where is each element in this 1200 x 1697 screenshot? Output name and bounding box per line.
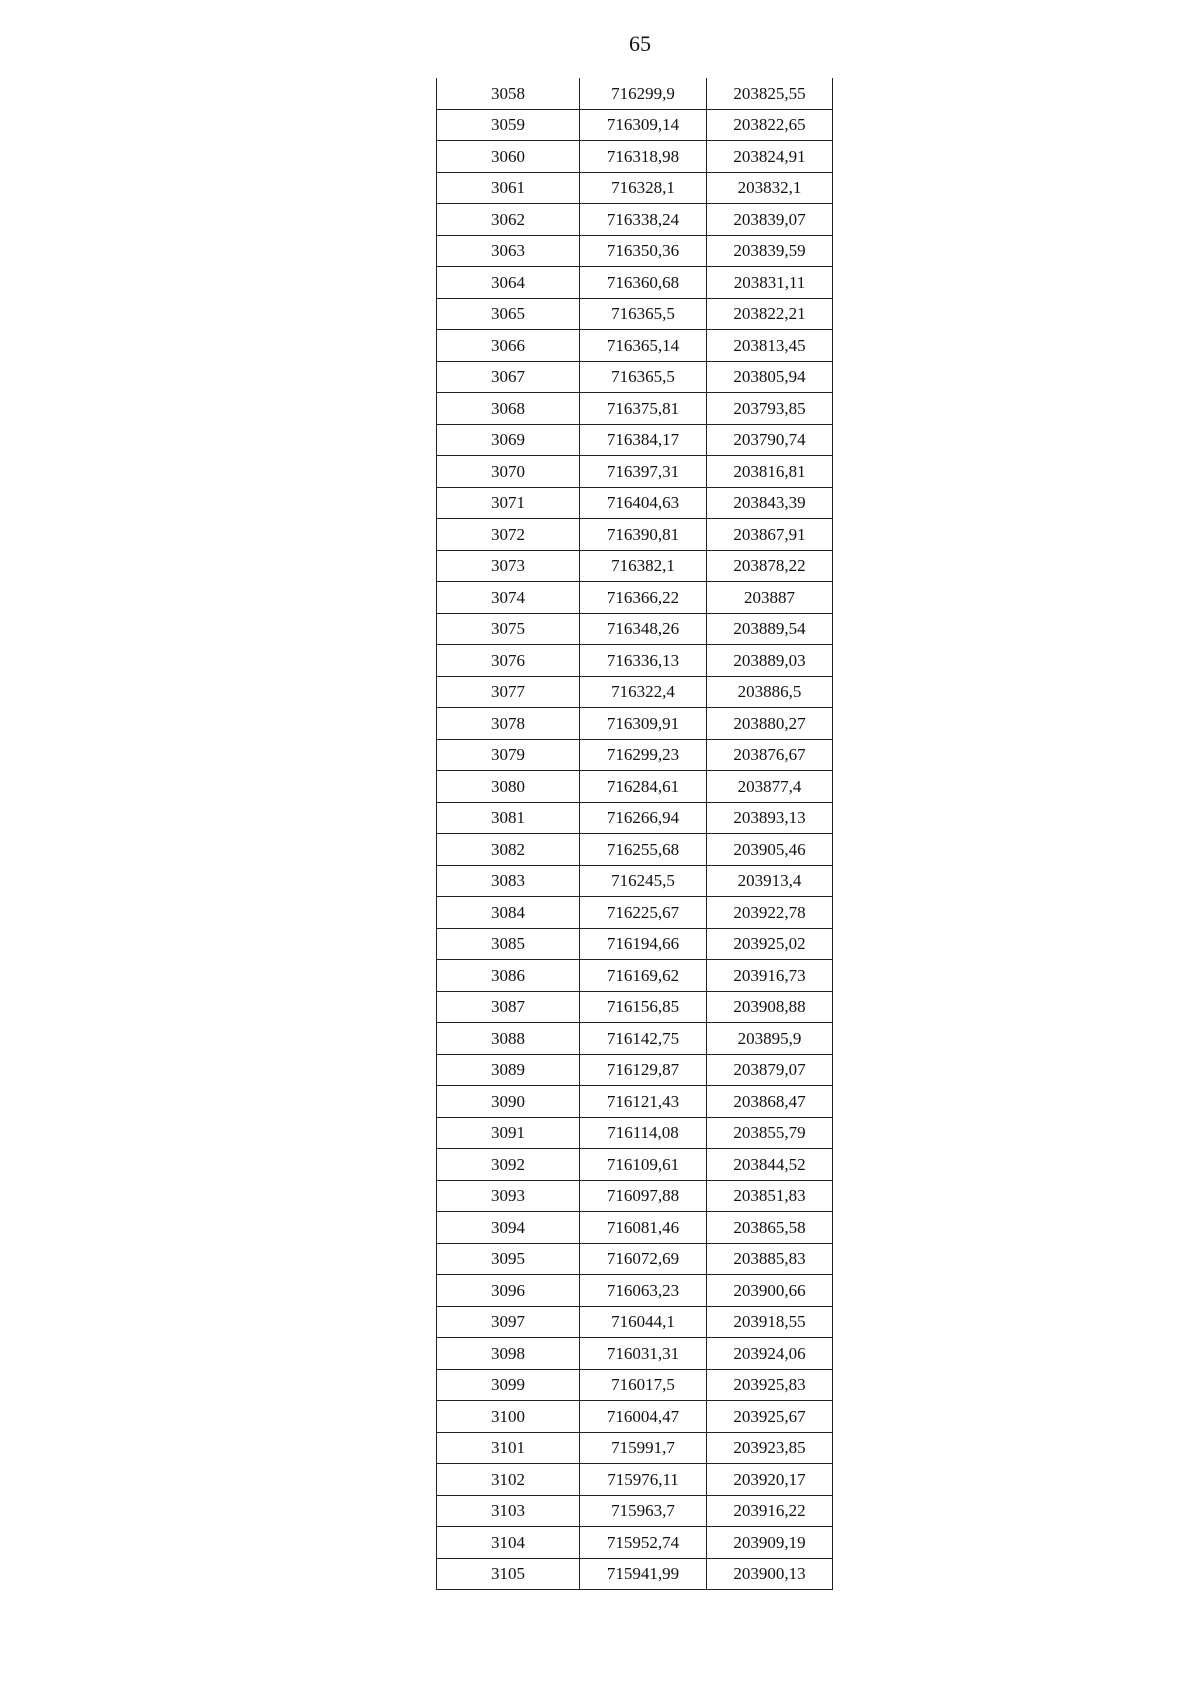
x-coordinate-cell: 716322,4 xyxy=(580,676,707,708)
point-number-cell: 3064 xyxy=(437,267,580,299)
x-coordinate-cell: 715963,7 xyxy=(580,1495,707,1527)
table-row xyxy=(437,1306,833,1338)
table-row xyxy=(437,928,833,960)
table-row xyxy=(437,865,833,897)
table-row xyxy=(437,298,833,330)
x-coordinate-cell: 716348,26 xyxy=(580,613,707,645)
point-number-cell: 3087 xyxy=(437,991,580,1023)
x-coordinate-cell: 716225,67 xyxy=(580,897,707,929)
table-row xyxy=(437,1369,833,1401)
point-number-cell: 3092 xyxy=(437,1149,580,1181)
table-row xyxy=(437,1401,833,1433)
x-coordinate-cell: 716097,88 xyxy=(580,1180,707,1212)
y-coordinate-cell: 203805,94 xyxy=(707,361,833,393)
y-coordinate-cell: 203877,4 xyxy=(707,771,833,803)
x-coordinate-cell: 716309,14 xyxy=(580,109,707,141)
point-number-cell: 3065 xyxy=(437,298,580,330)
y-coordinate-cell: 203855,79 xyxy=(707,1117,833,1149)
point-number-cell: 3079 xyxy=(437,739,580,771)
x-coordinate-cell: 716031,31 xyxy=(580,1338,707,1370)
x-coordinate-cell: 716114,08 xyxy=(580,1117,707,1149)
y-coordinate-cell: 203887 xyxy=(707,582,833,614)
point-number-cell: 3080 xyxy=(437,771,580,803)
point-number-cell: 3070 xyxy=(437,456,580,488)
point-number-cell: 3089 xyxy=(437,1054,580,1086)
table-row xyxy=(437,1149,833,1181)
table-row xyxy=(437,1243,833,1275)
x-coordinate-cell: 716366,22 xyxy=(580,582,707,614)
point-number-cell: 3072 xyxy=(437,519,580,551)
table-row xyxy=(437,1275,833,1307)
table-row xyxy=(437,613,833,645)
y-coordinate-cell: 203885,83 xyxy=(707,1243,833,1275)
table-row xyxy=(437,1212,833,1244)
x-coordinate-cell: 716129,87 xyxy=(580,1054,707,1086)
y-coordinate-cell: 203793,85 xyxy=(707,393,833,425)
y-coordinate-cell: 203889,03 xyxy=(707,645,833,677)
y-coordinate-cell: 203867,91 xyxy=(707,519,833,551)
table-row xyxy=(437,1495,833,1527)
y-coordinate-cell: 203925,02 xyxy=(707,928,833,960)
y-coordinate-cell: 203893,13 xyxy=(707,802,833,834)
y-coordinate-cell: 203851,83 xyxy=(707,1180,833,1212)
table-row xyxy=(437,235,833,267)
x-coordinate-cell: 715991,7 xyxy=(580,1432,707,1464)
point-number-cell: 3066 xyxy=(437,330,580,362)
y-coordinate-cell: 203839,07 xyxy=(707,204,833,236)
point-number-cell: 3091 xyxy=(437,1117,580,1149)
point-number-cell: 3084 xyxy=(437,897,580,929)
x-coordinate-cell: 716072,69 xyxy=(580,1243,707,1275)
point-number-cell: 3078 xyxy=(437,708,580,740)
point-number-cell: 3103 xyxy=(437,1495,580,1527)
y-coordinate-cell: 203822,65 xyxy=(707,109,833,141)
y-coordinate-cell: 203922,78 xyxy=(707,897,833,929)
x-coordinate-cell: 716384,17 xyxy=(580,424,707,456)
x-coordinate-cell: 716156,85 xyxy=(580,991,707,1023)
table-row xyxy=(437,1558,833,1590)
point-number-cell: 3098 xyxy=(437,1338,580,1370)
x-coordinate-cell: 716169,62 xyxy=(580,960,707,992)
point-number-cell: 3069 xyxy=(437,424,580,456)
x-coordinate-cell: 716044,1 xyxy=(580,1306,707,1338)
x-coordinate-cell: 716194,66 xyxy=(580,928,707,960)
table-row xyxy=(437,1117,833,1149)
table-row xyxy=(437,1023,833,1055)
table-row xyxy=(437,1338,833,1370)
table-row xyxy=(437,519,833,551)
table-row xyxy=(437,1432,833,1464)
x-coordinate-cell: 716338,24 xyxy=(580,204,707,236)
table-row xyxy=(437,802,833,834)
y-coordinate-cell: 203876,67 xyxy=(707,739,833,771)
y-coordinate-cell: 203905,46 xyxy=(707,834,833,866)
table-row xyxy=(437,550,833,582)
x-coordinate-cell: 716350,36 xyxy=(580,235,707,267)
y-coordinate-cell: 203900,13 xyxy=(707,1558,833,1590)
point-number-cell: 3097 xyxy=(437,1306,580,1338)
point-number-cell: 3105 xyxy=(437,1558,580,1590)
point-number-cell: 3061 xyxy=(437,172,580,204)
y-coordinate-cell: 203790,74 xyxy=(707,424,833,456)
point-number-cell: 3077 xyxy=(437,676,580,708)
x-coordinate-cell: 716142,75 xyxy=(580,1023,707,1055)
point-number-cell: 3094 xyxy=(437,1212,580,1244)
table-row xyxy=(437,771,833,803)
y-coordinate-cell: 203895,9 xyxy=(707,1023,833,1055)
y-coordinate-cell: 203900,66 xyxy=(707,1275,833,1307)
x-coordinate-cell: 716299,23 xyxy=(580,739,707,771)
table-row xyxy=(437,393,833,425)
y-coordinate-cell: 203868,47 xyxy=(707,1086,833,1118)
x-coordinate-cell: 715952,74 xyxy=(580,1527,707,1559)
point-number-cell: 3071 xyxy=(437,487,580,519)
point-number-cell: 3088 xyxy=(437,1023,580,1055)
point-number-cell: 3102 xyxy=(437,1464,580,1496)
point-number-cell: 3093 xyxy=(437,1180,580,1212)
table-row xyxy=(437,897,833,929)
table-row xyxy=(437,1054,833,1086)
point-number-cell: 3100 xyxy=(437,1401,580,1433)
x-coordinate-cell: 716365,5 xyxy=(580,361,707,393)
point-number-cell: 3060 xyxy=(437,141,580,173)
x-coordinate-cell: 716365,5 xyxy=(580,298,707,330)
x-coordinate-cell: 716397,31 xyxy=(580,456,707,488)
table-row xyxy=(437,1464,833,1496)
table-row xyxy=(437,456,833,488)
y-coordinate-cell: 203843,39 xyxy=(707,487,833,519)
table-row xyxy=(437,582,833,614)
y-coordinate-cell: 203923,85 xyxy=(707,1432,833,1464)
x-coordinate-cell: 716063,23 xyxy=(580,1275,707,1307)
x-coordinate-cell: 716245,5 xyxy=(580,865,707,897)
table-row xyxy=(437,1180,833,1212)
y-coordinate-cell: 203839,59 xyxy=(707,235,833,267)
x-coordinate-cell: 716390,81 xyxy=(580,519,707,551)
x-coordinate-cell: 716255,68 xyxy=(580,834,707,866)
y-coordinate-cell: 203920,17 xyxy=(707,1464,833,1496)
x-coordinate-cell: 716081,46 xyxy=(580,1212,707,1244)
table-row xyxy=(437,1527,833,1559)
y-coordinate-cell: 203822,21 xyxy=(707,298,833,330)
x-coordinate-cell: 716365,14 xyxy=(580,330,707,362)
table-row xyxy=(437,172,833,204)
y-coordinate-cell: 203865,58 xyxy=(707,1212,833,1244)
coordinates-table xyxy=(436,78,833,1590)
point-number-cell: 3074 xyxy=(437,582,580,614)
y-coordinate-cell: 203824,91 xyxy=(707,141,833,173)
point-number-cell: 3096 xyxy=(437,1275,580,1307)
x-coordinate-cell: 715976,11 xyxy=(580,1464,707,1496)
table-row xyxy=(437,645,833,677)
y-coordinate-cell: 203924,06 xyxy=(707,1338,833,1370)
x-coordinate-cell: 716017,5 xyxy=(580,1369,707,1401)
point-number-cell: 3082 xyxy=(437,834,580,866)
table-row xyxy=(437,330,833,362)
coordinates-table-body xyxy=(437,78,833,1590)
page-number: 65 xyxy=(629,31,651,56)
y-coordinate-cell: 203880,27 xyxy=(707,708,833,740)
x-coordinate-cell: 716109,61 xyxy=(580,1149,707,1181)
y-coordinate-cell: 203813,45 xyxy=(707,330,833,362)
y-coordinate-cell: 203832,1 xyxy=(707,172,833,204)
y-coordinate-cell: 203925,83 xyxy=(707,1369,833,1401)
y-coordinate-cell: 203816,81 xyxy=(707,456,833,488)
table-row xyxy=(437,960,833,992)
table-row xyxy=(437,109,833,141)
point-number-cell: 3076 xyxy=(437,645,580,677)
point-number-cell: 3067 xyxy=(437,361,580,393)
point-number-cell: 3081 xyxy=(437,802,580,834)
point-number-cell: 3068 xyxy=(437,393,580,425)
x-coordinate-cell: 716382,1 xyxy=(580,550,707,582)
table-row xyxy=(437,676,833,708)
point-number-cell: 3090 xyxy=(437,1086,580,1118)
table-row xyxy=(437,834,833,866)
table-row xyxy=(437,1086,833,1118)
point-number-cell: 3086 xyxy=(437,960,580,992)
x-coordinate-cell: 715941,99 xyxy=(580,1558,707,1590)
y-coordinate-cell: 203825,55 xyxy=(707,78,833,109)
y-coordinate-cell: 203889,54 xyxy=(707,613,833,645)
table-row xyxy=(437,204,833,236)
x-coordinate-cell: 716299,9 xyxy=(580,78,707,109)
x-coordinate-cell: 716318,98 xyxy=(580,141,707,173)
point-number-cell: 3083 xyxy=(437,865,580,897)
y-coordinate-cell: 203879,07 xyxy=(707,1054,833,1086)
x-coordinate-cell: 716404,63 xyxy=(580,487,707,519)
y-coordinate-cell: 203886,5 xyxy=(707,676,833,708)
point-number-cell: 3075 xyxy=(437,613,580,645)
point-number-cell: 3062 xyxy=(437,204,580,236)
table-row xyxy=(437,487,833,519)
table-row xyxy=(437,267,833,299)
point-number-cell: 3073 xyxy=(437,550,580,582)
point-number-cell: 3095 xyxy=(437,1243,580,1275)
y-coordinate-cell: 203916,22 xyxy=(707,1495,833,1527)
y-coordinate-cell: 203916,73 xyxy=(707,960,833,992)
y-coordinate-cell: 203878,22 xyxy=(707,550,833,582)
y-coordinate-cell: 203925,67 xyxy=(707,1401,833,1433)
y-coordinate-cell: 203909,19 xyxy=(707,1527,833,1559)
table-row xyxy=(437,361,833,393)
point-number-cell: 3104 xyxy=(437,1527,580,1559)
table-row xyxy=(437,424,833,456)
y-coordinate-cell: 203908,88 xyxy=(707,991,833,1023)
y-coordinate-cell: 203918,55 xyxy=(707,1306,833,1338)
x-coordinate-cell: 716360,68 xyxy=(580,267,707,299)
point-number-cell: 3058 xyxy=(437,78,580,109)
x-coordinate-cell: 716375,81 xyxy=(580,393,707,425)
point-number-cell: 3099 xyxy=(437,1369,580,1401)
x-coordinate-cell: 716004,47 xyxy=(580,1401,707,1433)
x-coordinate-cell: 716121,43 xyxy=(580,1086,707,1118)
table-row xyxy=(437,991,833,1023)
table-row xyxy=(437,141,833,173)
point-number-cell: 3059 xyxy=(437,109,580,141)
x-coordinate-cell: 716266,94 xyxy=(580,802,707,834)
table-row xyxy=(437,708,833,740)
point-number-cell: 3101 xyxy=(437,1432,580,1464)
y-coordinate-cell: 203844,52 xyxy=(707,1149,833,1181)
x-coordinate-cell: 716336,13 xyxy=(580,645,707,677)
point-number-cell: 3085 xyxy=(437,928,580,960)
x-coordinate-cell: 716309,91 xyxy=(580,708,707,740)
x-coordinate-cell: 716284,61 xyxy=(580,771,707,803)
point-number-cell: 3063 xyxy=(437,235,580,267)
y-coordinate-cell: 203913,4 xyxy=(707,865,833,897)
table-row xyxy=(437,78,833,109)
table-row xyxy=(437,739,833,771)
y-coordinate-cell: 203831,11 xyxy=(707,267,833,299)
x-coordinate-cell: 716328,1 xyxy=(580,172,707,204)
